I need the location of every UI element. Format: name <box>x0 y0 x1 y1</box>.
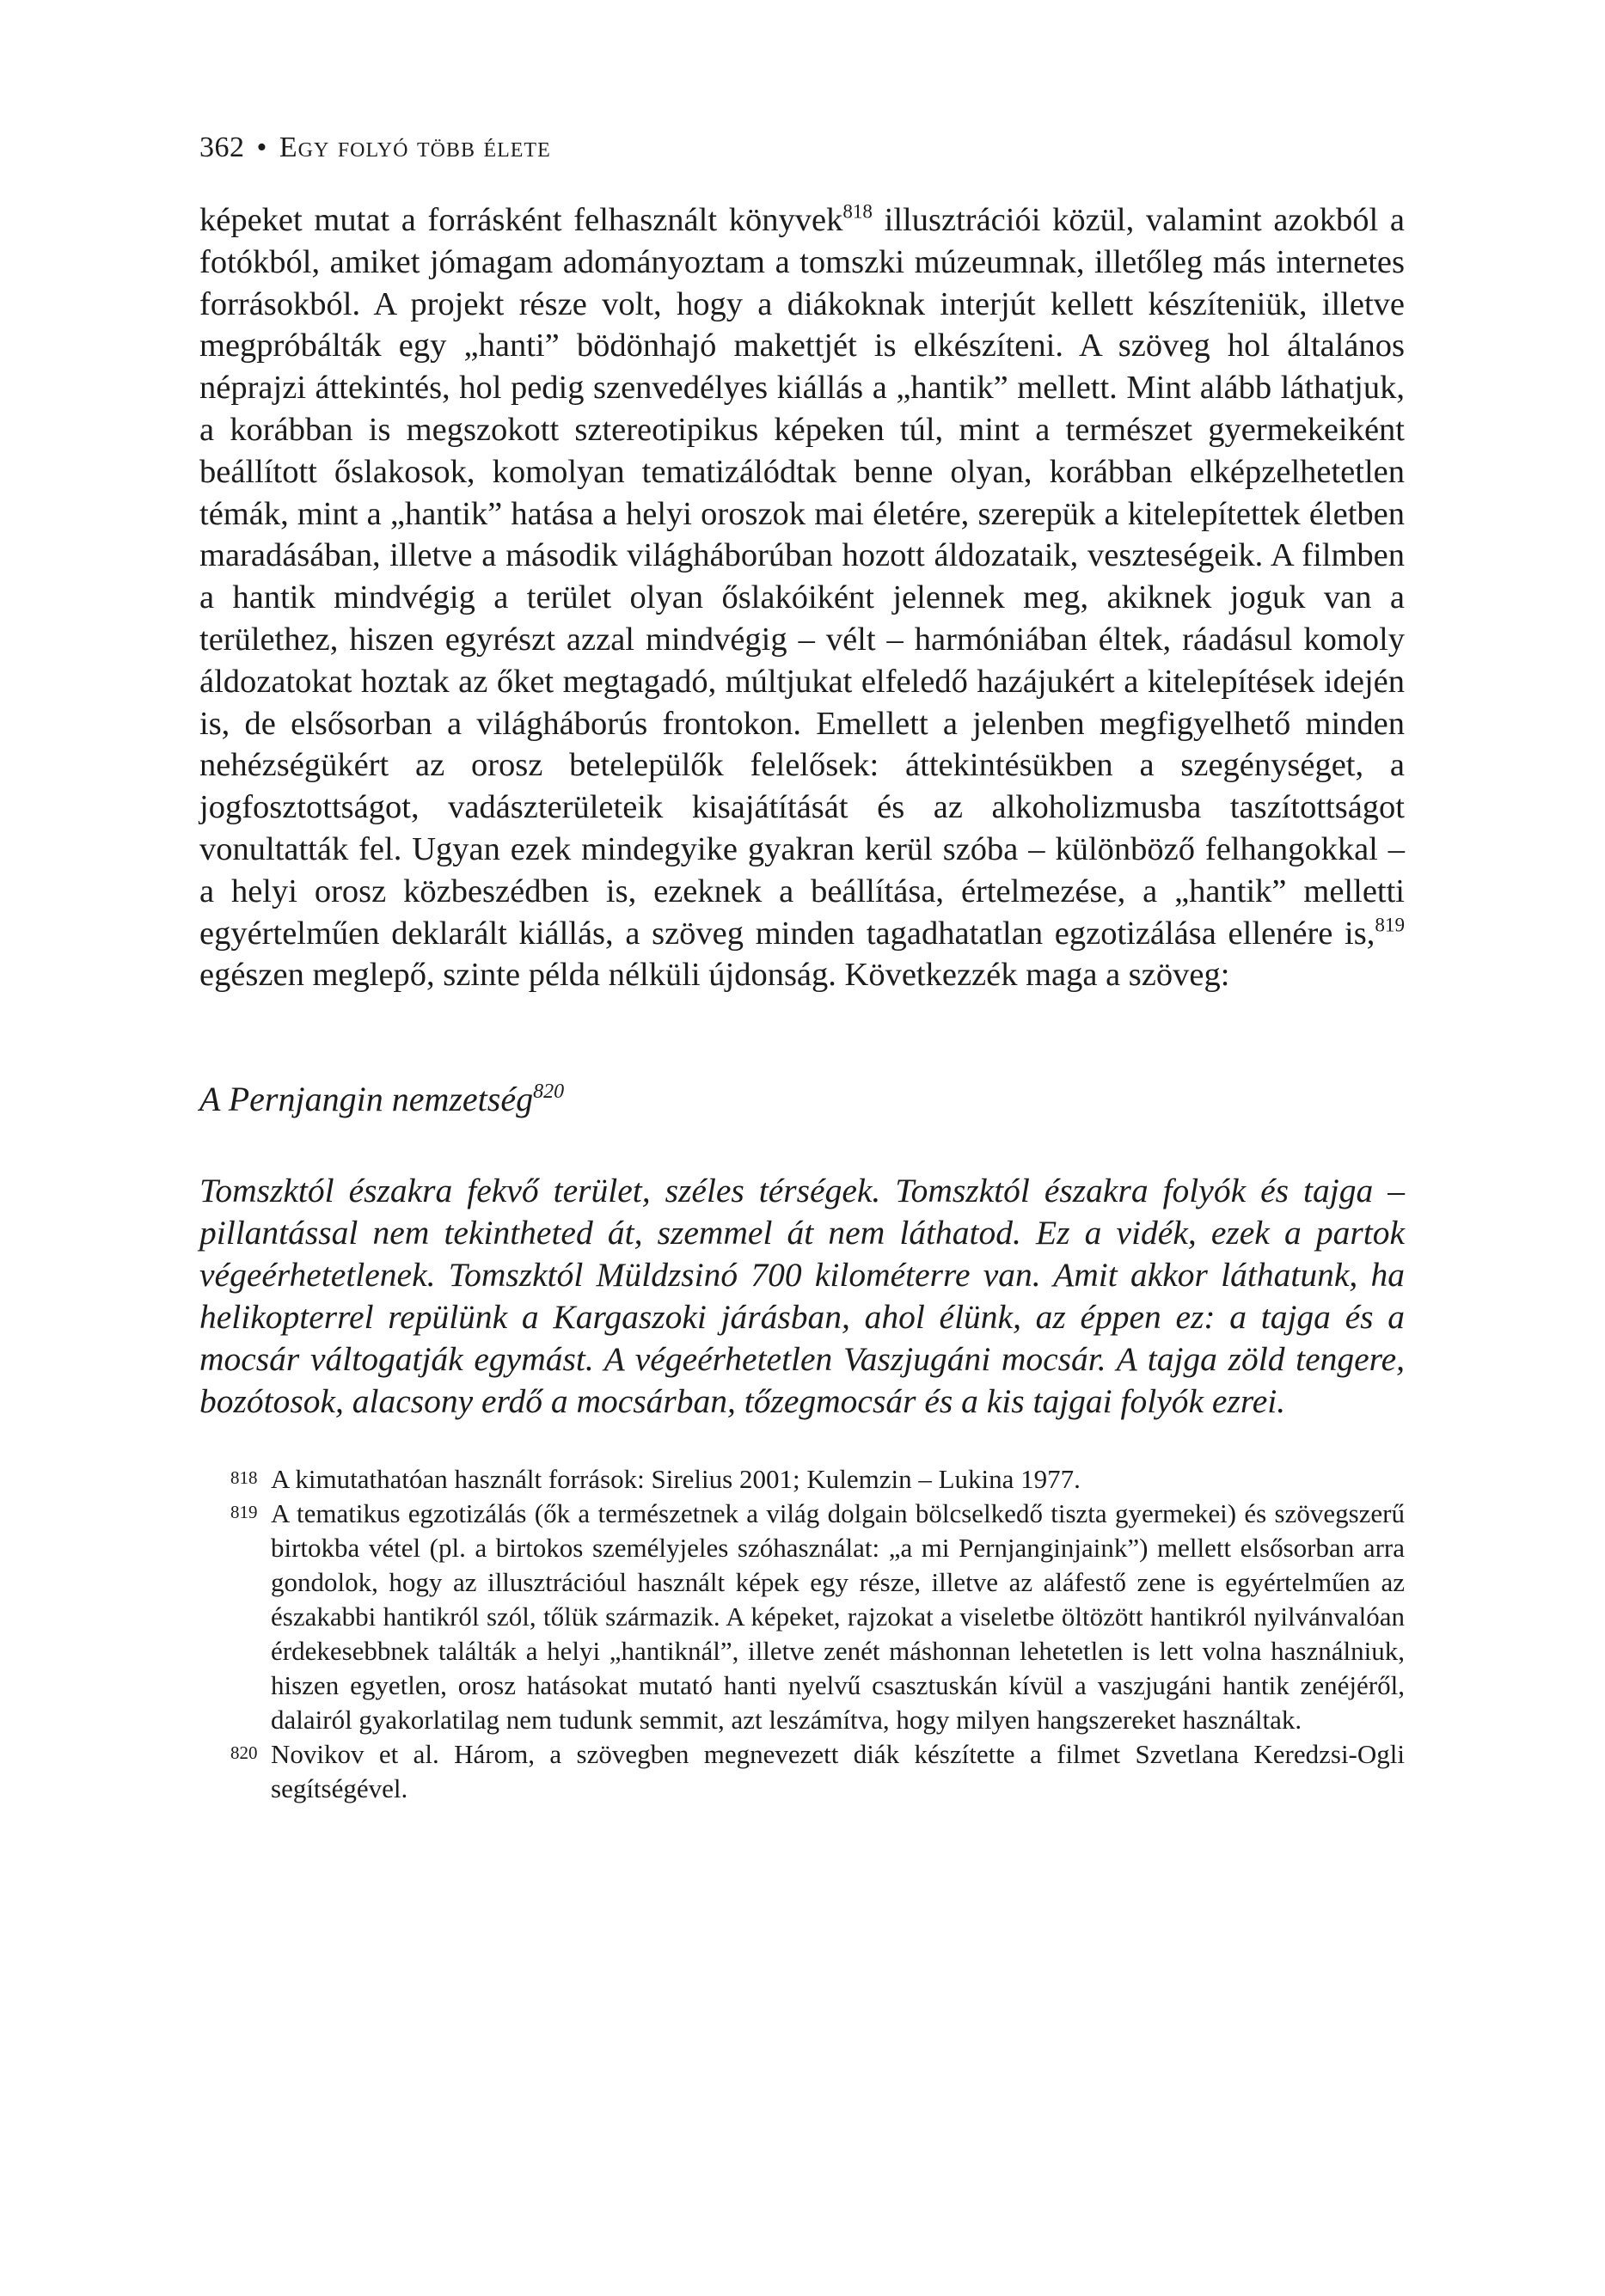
body-paragraph <box>199 199 1405 996</box>
quoted-text: Tomszktól északra fekvő terület, széles térségek. Tomszktól északra folyók és tajga – pillantással nem tekintheted át, szemmel át nem láthatod. Ez a vidék, ezek a partok végeérhetetlenek. Tomszktól Müldzsinó 700 kilométerre van. Amit akkor láthatunk, ha helikopterrel repülünk a Kargaszoki járásban, ahol élünk, az éppen ez: a tajga és a mocsár váltogatják egymást. A végeérhetetlen Vaszjugáni mocsár. A tajga zöld tengere, bozótosok, alacsony erdő a mocsárban, tőzegmocsár és a kis tajgai folyók ezrei. <box>199 1172 1405 1421</box>
footnote-text: A tematikus egzotizálás (ők a természetnek a világ dolgain bölcselkedő tiszta gyermekei) és szövegszerű birtokba vétel (pl. a birtokos személyjeles szóhasználat: „a mi Pernjanginjaink”) mellett elsősorban arra gondolok, hogy az illusztrációul használt képek egy része, illetve az aláfestő zene is egyértelműen az északabbi hantikról szól, tőlük származik. A képeket, rajzokat a viseletbe öltözött hantikról nyilvánvalóan érdekesebbnek találták a helyi „hantiknál”, illetve zenét máshonnan lehetetlen is lett volna használniuk, hiszen egyetlen, orosz hatásokat mutató hanti nyelvű csasztuskán kívül a vaszjugáni hantik zenéjéről, dalairól gyakorlatilag nem tudunk semmit, azt leszámítva, hogy milyen hangszereket használtak. <box>271 1498 1405 1736</box>
footnote-ref-819: 819 <box>1375 913 1405 936</box>
body-text-segment: képeket mutat a forrásként felhasznált könyvek <box>199 202 843 238</box>
footnotes <box>199 1462 1405 1806</box>
footnote-text: A kimutathatóan használt források: Sirelius 2001; Kulemzin – Lukina 1977. <box>271 1464 1081 1495</box>
footnote <box>199 1497 1405 1737</box>
footnote-ref-820: 820 <box>533 1081 565 1104</box>
body-text-segment: egészen meglepő, szinte példa nélküli újdonság. Következzék maga a szöveg: <box>199 957 1230 994</box>
body-text <box>199 199 1405 996</box>
footnote <box>199 1462 1405 1497</box>
footnote-number: 820 <box>230 1742 258 1764</box>
body-text-segment: illusztrációi közül, valamint azokból a fotókból, amiket jómagam adományoztam a tomszki múzeumnak, illetőleg más internetes forrásokból. A projekt része volt, hogy a diákoknak interjút kellett készíteniük, illetve megpróbálták egy „hanti” bödönhajó makettjét is elkészíteni. A szöveg hol általános néprajzi áttekintés, hol pedig szenvedélyes kiállás a „hantik” mellett. Mint alább láthatjuk, a korábban is megszokott sztereotipikus képeken túl, mint a természet gyermekeiként beállított őslakosok, komolyan tematizálódtak benne olyan, korábban elképzelhetetlen témák, mint a „hantik” hatása a helyi oroszok mai életére, szerepük a kitelepítettek életben maradásában, illetve a második világháborúban hozott áldozataik, veszteségeik. A filmben a hantik mindvégig a terület olyan őslakóiként jelennek meg, akiknek joguk van a területhez, hiszen egyrészt azzal mindvégig – vélt – harmóniában éltek, ráadásul komoly áldozatokat hoztak az őket megtagadó, múltjukat elfeledő hazájukért a kitelepítések idején is, de elsősorban a világháborús frontokon. Emellett a jelenben megfigyelhető minden nehézségükért az orosz betelepülők felelősek: áttekintésükben a szegénységet, a jogfosztottságot, vadászterületeik kisajátítását és az alkoholizmusba taszítottságot vonultatták fel. Ugyan ezek mindegyike gyakran kerül szóba – különböző felhangokkal – a helyi orosz közbeszédben is, ezeknek a beállítása, értelmezése, a „hantik” melletti egyértelműen deklarált kiállás, a szöveg minden tagadhatatlan egzotizálása ellenére is, <box>199 202 1405 952</box>
footnote-text: Novikov et al. Három, a szövegben megnevezett diák készítette a filmet Szvetlana Keredzsi-Ogli segítségével. <box>271 1739 1405 1804</box>
page-number: 362 <box>199 132 245 163</box>
running-head <box>199 129 1405 167</box>
section-title <box>199 1077 1405 1122</box>
running-head-title: Egy folyó több élete <box>279 132 551 163</box>
running-head-separator: • <box>256 132 267 163</box>
footnote-ref-818: 818 <box>842 199 873 223</box>
section-title-text: A Pernjangin nemzetség <box>199 1080 534 1119</box>
footnote <box>199 1737 1405 1806</box>
book-page <box>199 129 1405 1806</box>
footnote-number: 818 <box>230 1467 258 1489</box>
footnote-number: 819 <box>230 1502 258 1523</box>
